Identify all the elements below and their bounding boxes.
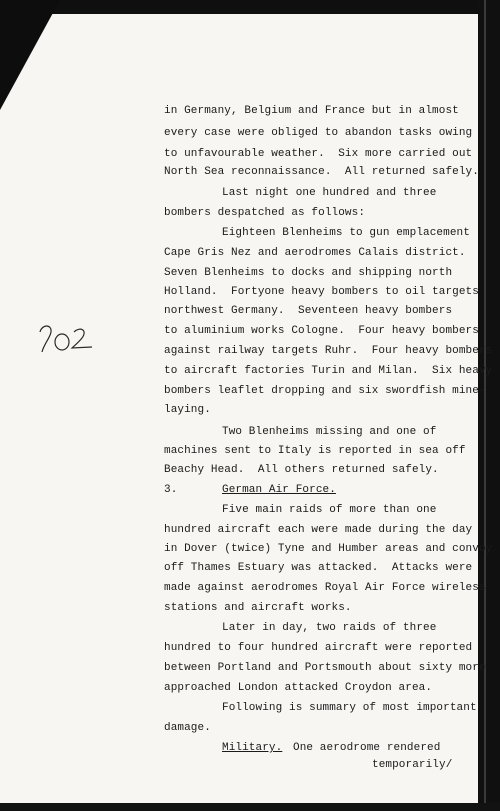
handwritten-page-number [34, 318, 94, 358]
text-line: temporarily/ [372, 759, 453, 771]
text-line: bombers despatched as follows: [164, 207, 366, 219]
text-line: Holland. Fortyone heavy bombers to oil targets [164, 286, 479, 298]
text-line: Following is summary of most important [222, 702, 477, 714]
text-line: North Sea reconnaissance. All returned safely. [164, 166, 479, 178]
text-line: against railway targets Ruhr. Four heavy bombers [164, 345, 493, 357]
text-line: northwest Germany. Seventeen heavy bombers [164, 305, 453, 317]
text-line: between Portland and Portsmouth about sixty more [164, 662, 486, 674]
text-line: laying. [164, 404, 211, 416]
text-line: approached London attacked Croydon area. [164, 682, 433, 694]
text-line: damage. [164, 722, 211, 734]
text-line: off Thames Estuary was attacked. Attacks were [164, 562, 473, 574]
text-line: to aircraft factories Turin and Milan. Six heavy [164, 365, 493, 377]
scan-top-border [0, 0, 500, 14]
text-line: stations and aircraft works. [164, 602, 352, 614]
text-line: machines sent to Italy is reported in sea off [164, 445, 466, 457]
text-line: bombers leaflet dropping and six swordfish mine- [164, 385, 486, 397]
subsection-label: Military. [222, 742, 283, 754]
text-line: Beachy Head. All others returned safely. [164, 464, 439, 476]
scan-right-border [478, 0, 500, 811]
text-line: to aluminium works Cologne. Four heavy bombers [164, 325, 479, 337]
text-line: hundred aircraft each were made during the day [164, 524, 473, 536]
text-line: Two Blenheims missing and one of [222, 426, 437, 438]
text-line: to unfavourable weather. Six more carried out [164, 148, 473, 160]
section-heading: German Air Force. [222, 484, 336, 496]
text-line: in Dover (twice) Tyne and Humber areas and convoy [164, 543, 493, 555]
text-line: Eighteen Blenheims to gun emplacement [222, 227, 470, 239]
text-line: hundred to four hundred aircraft were reported [164, 642, 473, 654]
scan-bottom-border [0, 803, 500, 811]
text-line: One aerodrome rendered [293, 742, 441, 754]
text-line: in Germany, Belgium and France but in almost [164, 105, 459, 117]
scan-corner-shadow [0, 0, 60, 110]
text-line: every case were obliged to abandon tasks owing [164, 127, 473, 139]
text-line: Later in day, two raids of three [222, 622, 437, 634]
text-line: Last night one hundred and three [222, 187, 437, 199]
text-line: Five main raids of more than one [222, 504, 437, 516]
text-line: Seven Blenheims to docks and shipping north [164, 267, 453, 279]
text-line: made against aerodromes Royal Air Force wireless [164, 582, 486, 594]
text-line: Cape Gris Nez and aerodromes Calais district. [164, 247, 466, 259]
section-number: 3. [164, 484, 178, 496]
